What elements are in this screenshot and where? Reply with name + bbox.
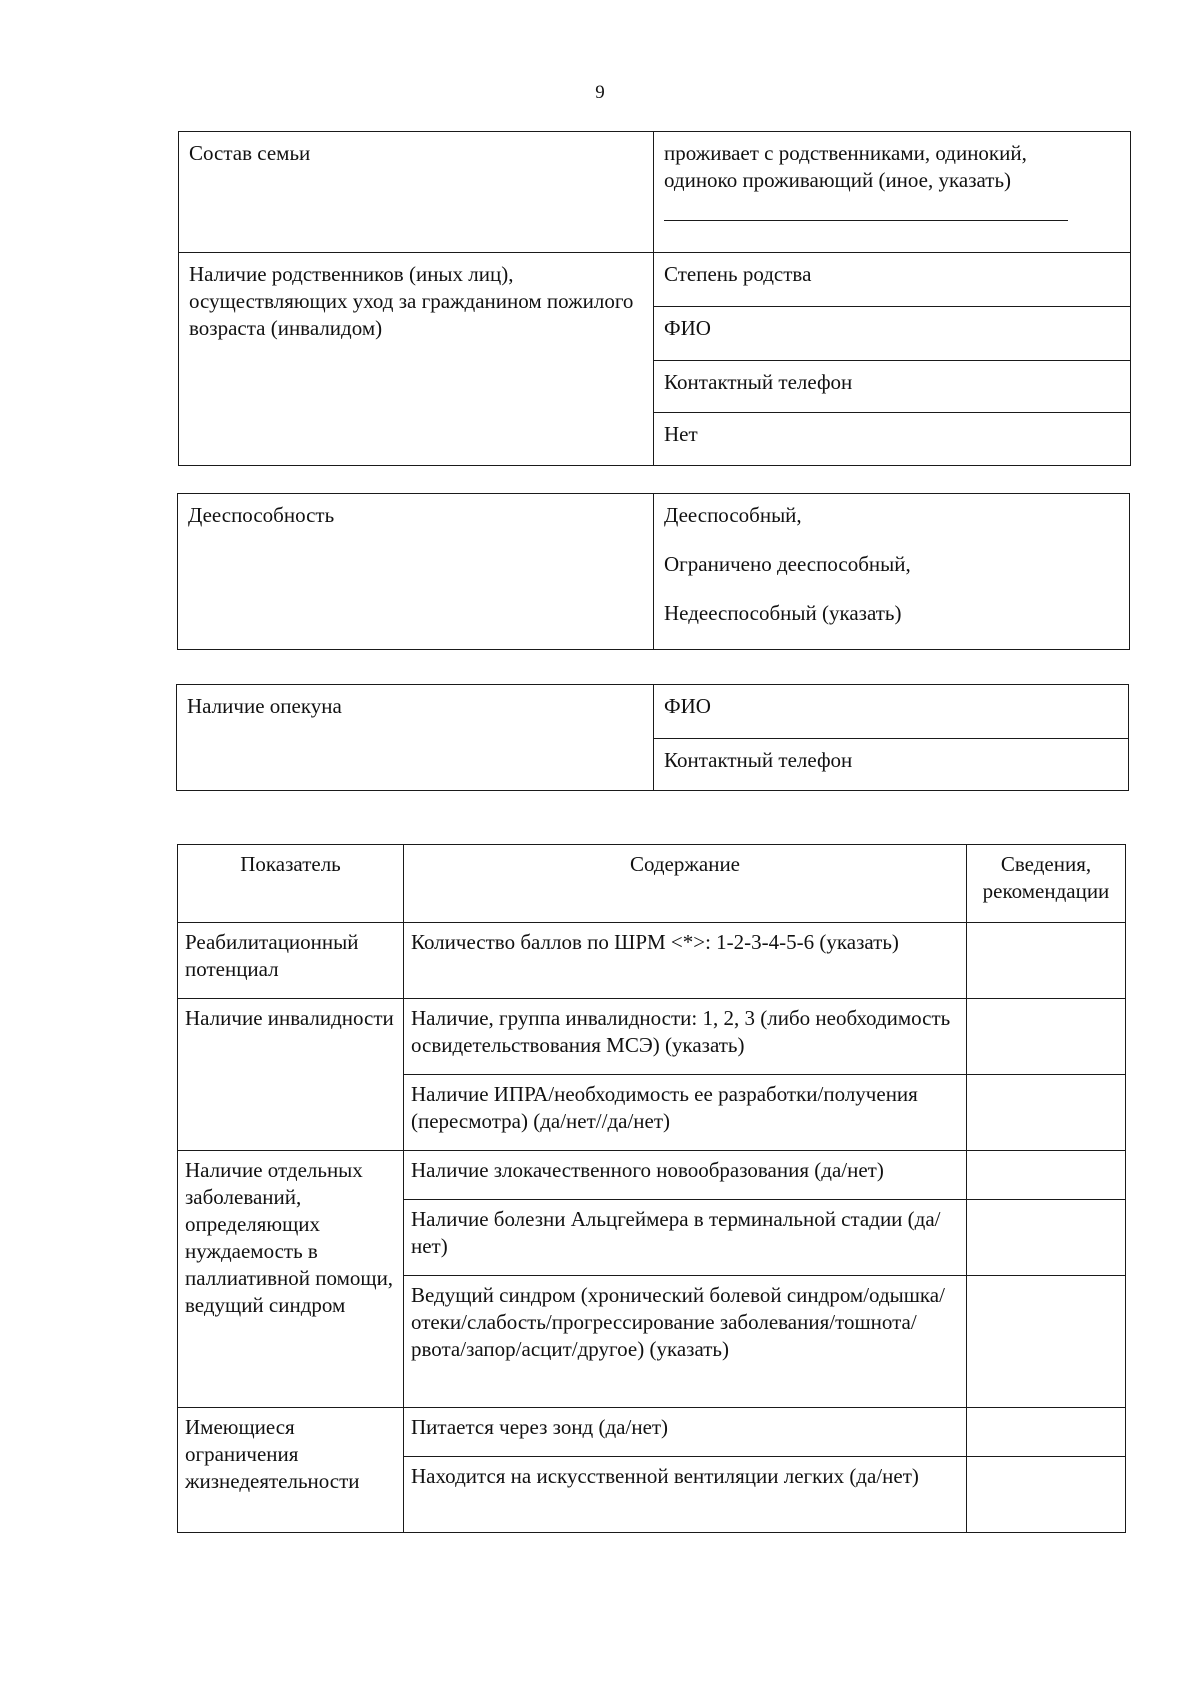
content-ventilation: Находится на искусственной вентиляции легких (да/нет) [404, 1457, 967, 1533]
info-cell [967, 1075, 1126, 1151]
content-disability-group: Наличие, группа инвалидности: 1, 2, 3 (либо необходимость освидетельствования МСЭ) (указать) [404, 999, 967, 1075]
content-shrm-score: Количество баллов по ШРМ <*>: 1-2-3-4-5-6 (указать) [404, 923, 967, 999]
info-cell [967, 1276, 1126, 1408]
family-composition-label: Состав семьи [179, 132, 654, 253]
info-cell [967, 999, 1126, 1075]
capacity-option-incapable: Недееспособный (указать) [664, 601, 902, 625]
content-tube-feeding: Питается через зонд (да/нет) [404, 1408, 967, 1457]
indicator-life-limitations: Имеющиеся ограничения жизнедеятельности [178, 1408, 404, 1533]
content-ipra: Наличие ИПРА/необходимость ее разработки/получения (пересмотра) (да/нет//да/нет) [404, 1075, 967, 1151]
caretaker-phone-field: Контактный телефон [654, 361, 1131, 413]
family-table [178, 131, 1131, 466]
family-composition-line-2: одиноко проживающий (иное, указать) [664, 168, 1012, 192]
info-cell [967, 1408, 1126, 1457]
guardian-fio-field: ФИО [654, 685, 1129, 739]
indicators-table [177, 844, 1126, 1533]
caretaker-fio-field: ФИО [654, 307, 1131, 361]
header-content: Содержание [404, 845, 967, 923]
content-malignancy: Наличие злокачественного новообразования (да/нет) [404, 1151, 967, 1200]
capacity-label: Дееспособность [178, 494, 654, 650]
capacity-option-capable: Дееспособный, [664, 503, 802, 527]
caretaker-none-field: Нет [654, 413, 1131, 466]
header-indicator: Показатель [178, 845, 404, 923]
guardian-table [176, 684, 1129, 791]
content-leading-syndrome: Ведущий синдром (хронический болевой синдром/одышка/отеки/слабость/прогрессирование заболевания/тошнота/рвота/запор/асцит/другое) (указать) [404, 1276, 967, 1408]
capacity-table [177, 493, 1130, 650]
content-alzheimer: Наличие болезни Альцгеймера в терминальной стадии (да/нет) [404, 1200, 967, 1276]
info-cell [967, 1457, 1126, 1533]
page-number: 9 [595, 82, 605, 103]
blank-fill-line [664, 202, 1068, 221]
capacity-option-limited: Ограничено дееспособный, [664, 552, 911, 576]
indicator-palliative-diseases: Наличие отдельных заболеваний, определяющих нуждаемость в паллиативной помощи, ведущий синдром [178, 1151, 404, 1408]
header-info-recommendations: Сведения, рекомендации [967, 845, 1126, 923]
indicator-rehab-potential: Реабилитационный потенциал [178, 923, 404, 999]
guardian-phone-field: Контактный телефон [654, 739, 1129, 791]
info-cell [967, 923, 1126, 999]
info-cell [967, 1151, 1126, 1200]
capacity-options [654, 494, 1130, 650]
indicator-disability: Наличие инвалидности [178, 999, 404, 1151]
caretakers-label: Наличие родственников (иных лиц), осуществляющих уход за гражданином пожилого возраста (инвалидом) [179, 253, 654, 466]
relation-degree-field: Степень родства [654, 253, 1131, 307]
info-cell [967, 1200, 1126, 1276]
guardian-label: Наличие опекуна [177, 685, 654, 791]
family-composition-line-1: проживает с родственниками, одинокий, [664, 141, 1027, 165]
family-composition-value [654, 132, 1131, 253]
